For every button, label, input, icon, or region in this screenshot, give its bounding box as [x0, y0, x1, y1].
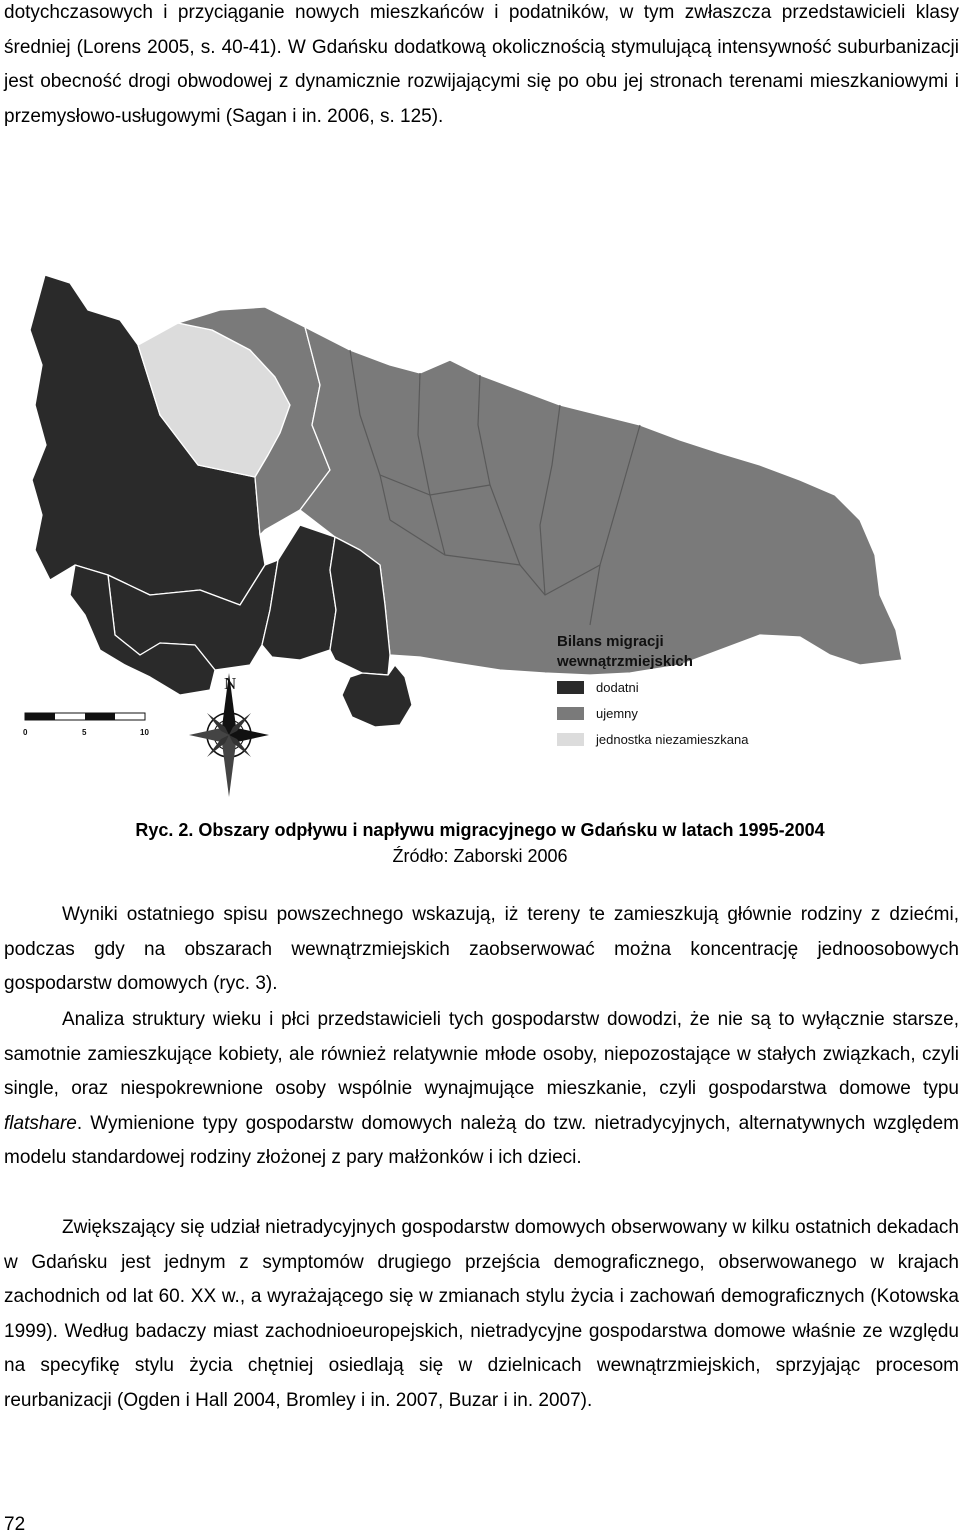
figure-map — [0, 265, 960, 805]
district-central-negative — [300, 327, 902, 675]
scale-bar — [23, 713, 149, 737]
legend-label-negative: ujemny — [596, 706, 638, 721]
legend-swatch-positive — [557, 681, 584, 694]
legend-label-uninhabited: jednostka niezamieszkana — [596, 732, 749, 747]
scale-label-5: 5 — [82, 728, 87, 737]
page-number: 72 — [4, 1514, 26, 1535]
legend-title-line2: wewnątrzmiejskich — [557, 653, 693, 670]
gdansk-migration-map — [0, 265, 960, 805]
legend-title-line1: Bilans migracji — [557, 633, 664, 650]
paragraph-3: Zwiększający się udział nietradycyjnych gospodarstw domowych obserwowany w kilku ostatnich dekadach w Gdańsku jest jednym z symptomów drugiego przejścia demograficznego, obserwowanego w krajach zachodnich od lat 60. XX w., a wyrażającego się w zmianach stylu życia i zachowań demograficznych (Kotowska 1999). Według badaczy miast zachodnioeuropejskich, nietradycyjne gospodarstwa domowe właśnie ze względu na specyfikę stylu życia chętniej osiedlają się w dzielnicach wewnątrzmiejskich, sprzyjając procesom reurbanizacji (Ogden i Hall 2004, Bromley i in. 2007, Buzar i in. 2007). — [4, 1217, 959, 1411]
paragraph-2 — [4, 1003, 959, 1176]
legend-label-positive: dodatni — [596, 680, 639, 695]
paragraph-2-before: Analiza struktury wieku i płci przedstawicieli tych gospodarstw dowodzi, że nie są to wyłącznie starsze, samotnie zamieszkujące kobiety, ale również relatywnie młode osoby, niepozostające w stałych związkach, czyli single, oraz niespokrewnione osoby wspólnie wynajmujące mieszkanie, czyli gospodarstwa domowe typu — [4, 1009, 959, 1099]
paragraph-2-italic-term: flatshare — [4, 1112, 77, 1134]
legend-swatch-negative — [557, 707, 584, 720]
paragraph-1: Wyniki ostatniego spisu powszechnego wskazują, iż tereny te zamieszkują głównie rodziny z dziećmi, podczas gdy na obszarach wewnątrzmiejskich zaobserwować można koncentrację jednoosobowych gospodarstw domowych (ryc. 3). — [4, 904, 959, 994]
legend-swatch-uninhabited — [557, 733, 584, 746]
paragraph-2-after: . Wymienione typy gospodarstw domowych należą do tzw. nietradycyjnych, alternatywnych względem modelu standardowej rodziny złożonej z pary małżonków i ich dzieci. — [4, 1112, 959, 1168]
intro-paragraph: dotychczasowych i przyciąganie nowych mieszkańców i podatników, w tym zwłaszcza przedstawicieli klasy średniej (Lorens 2005, s. 40-41). W Gdańsku dodatkową okolicznością stymulującą intensywność suburbanizacji jest obecność drogi obwodowej z dynamicznie rozwijającymi się po obu jej stronach terenami mieszkaniowymi i przemysłowo-usługowymi (Sagan i in. 2006, s. 125). — [4, 2, 959, 127]
district-south4-positive — [342, 665, 412, 727]
figure-caption: Ryc. 2. Obszary odpływu i napływu migracyjnego w Gdańsku w latach 1995-2004 — [135, 820, 825, 840]
scale-label-0: 0 — [23, 728, 28, 737]
scale-label-10: 10 — [140, 728, 149, 737]
north-label: N — [224, 674, 237, 693]
figure-source: Źródło: Zaborski 2006 — [392, 846, 568, 866]
district-south2-positive — [262, 525, 336, 660]
